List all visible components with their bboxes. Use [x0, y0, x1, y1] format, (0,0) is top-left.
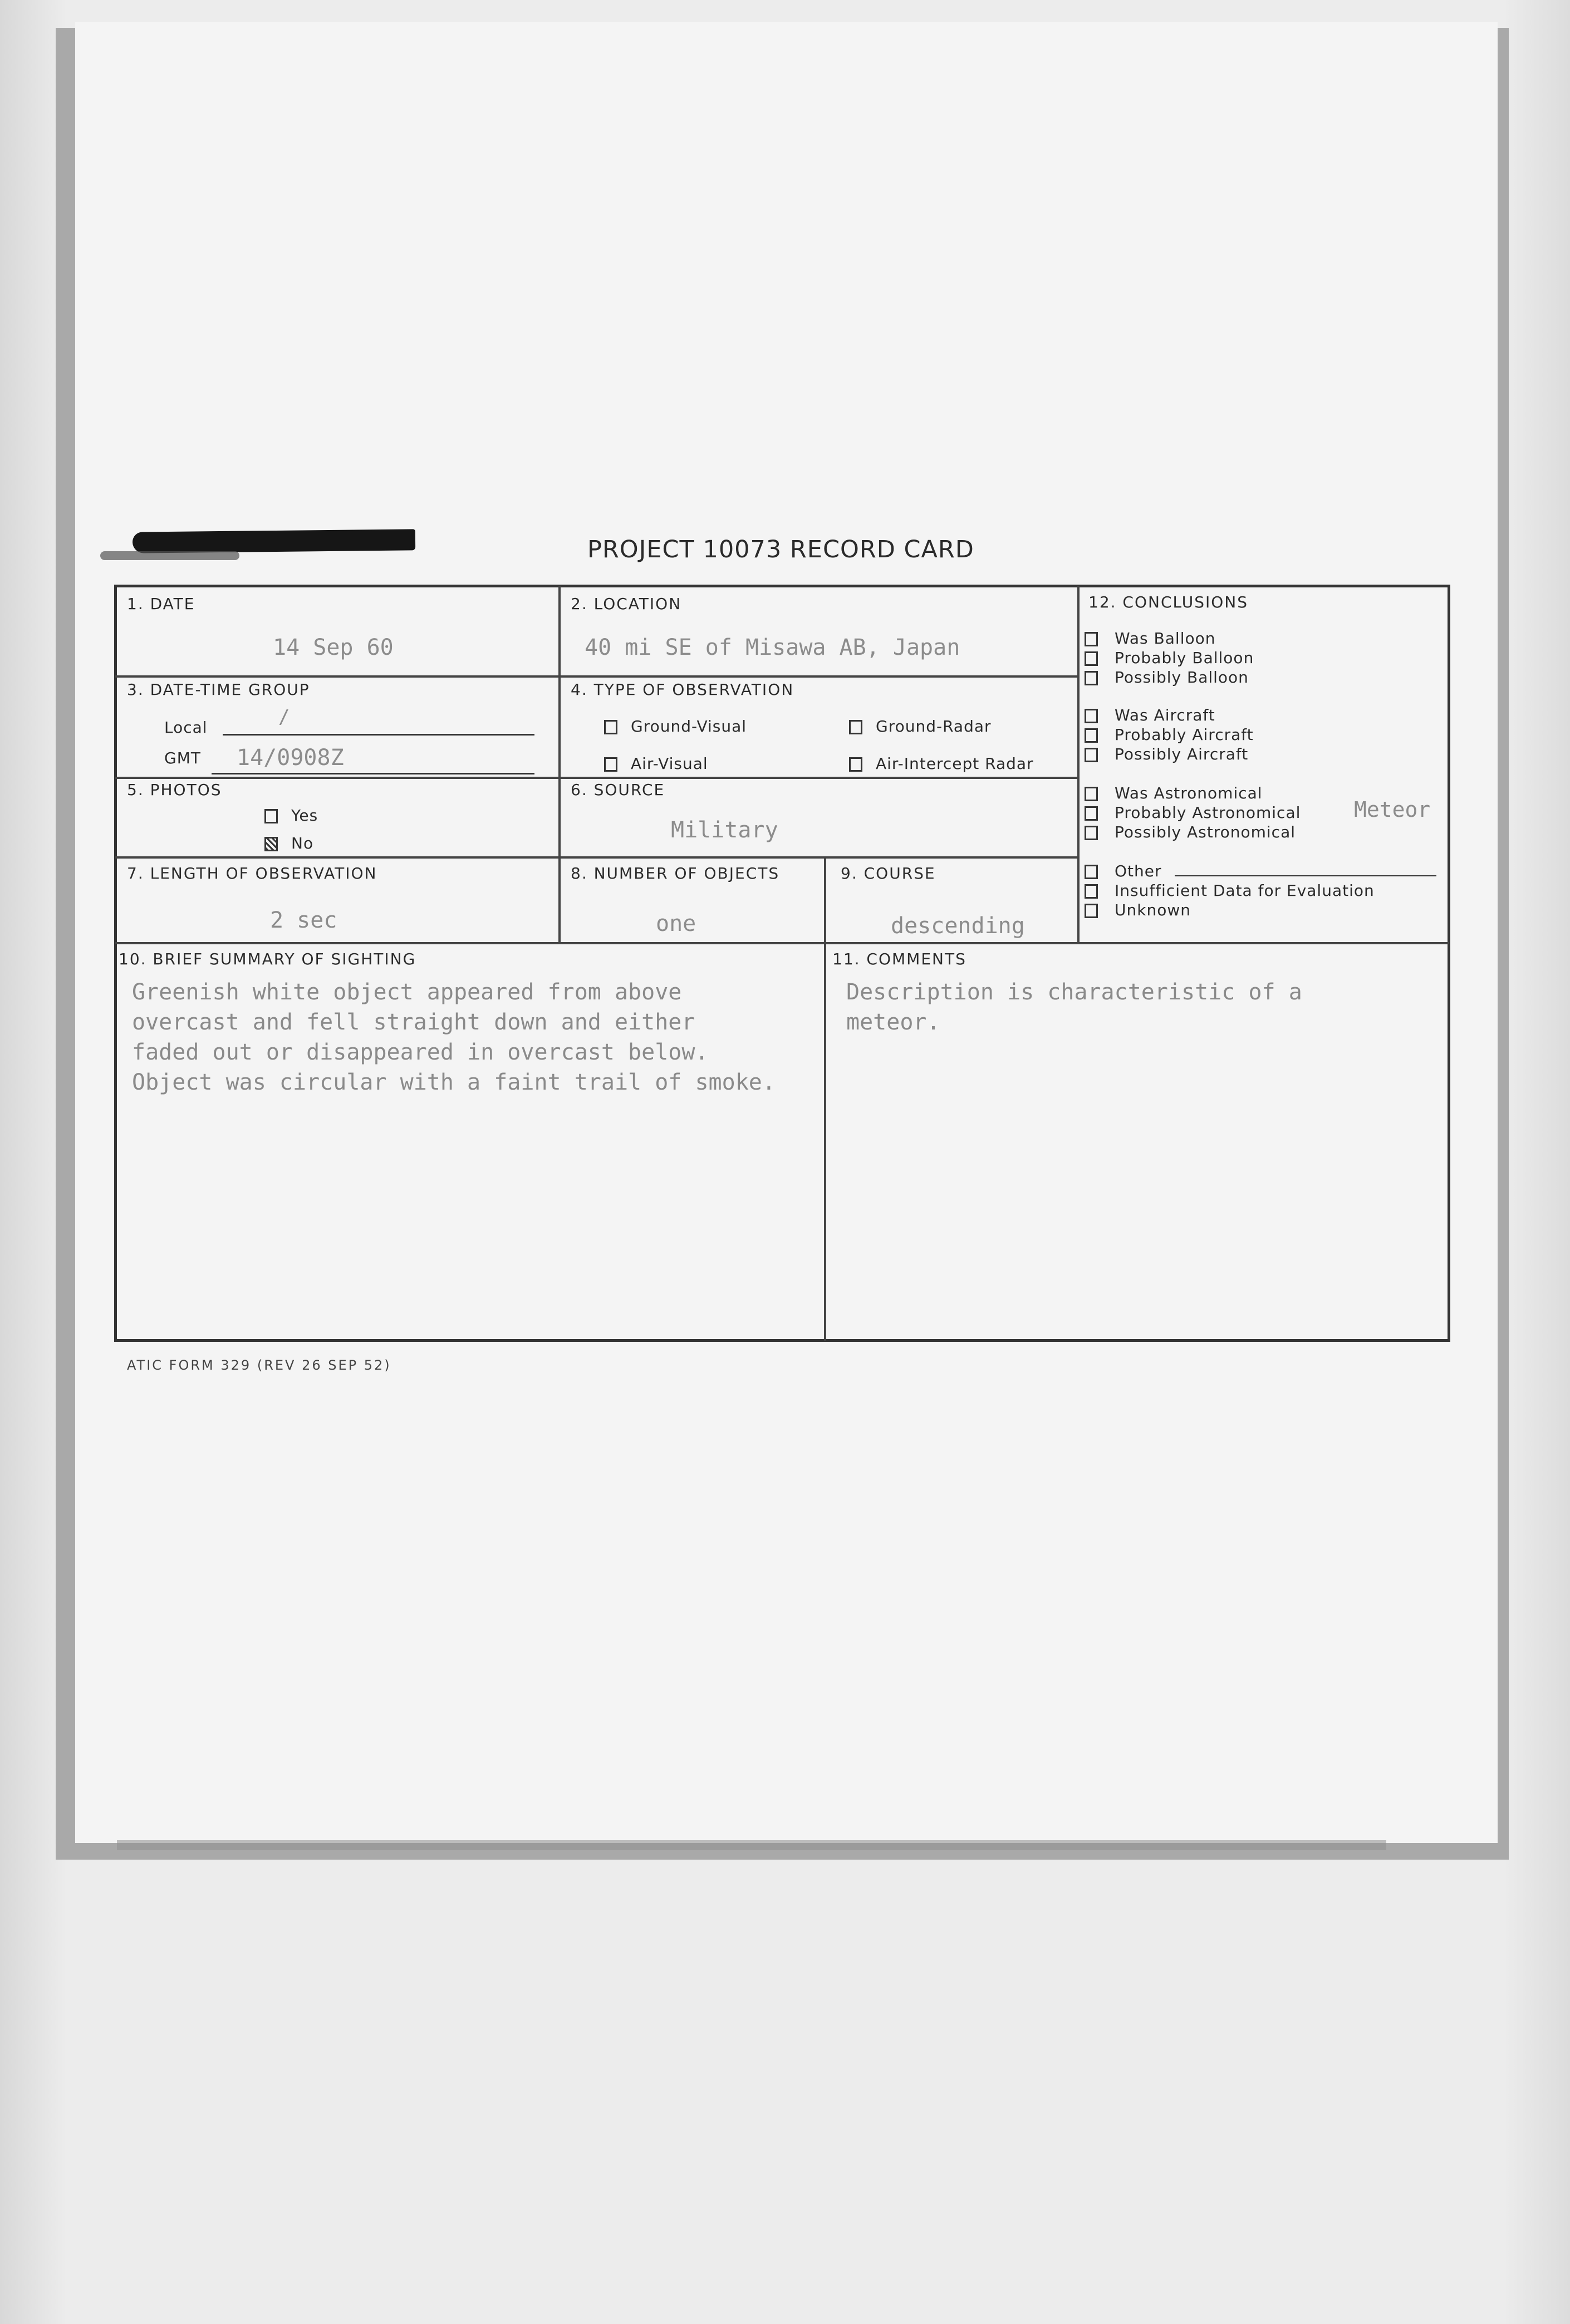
checkbox-icon: [1085, 632, 1098, 646]
type-of-observation-label: 4. TYPE OF OBSERVATION: [571, 680, 794, 699]
conclusion-possibly-aircraft[interactable]: [1085, 745, 1248, 763]
checkbox-icon: [264, 809, 278, 823]
redaction-mark: [133, 529, 415, 553]
conclusion-label: Probably Balloon: [1115, 649, 1254, 667]
option-photos-no[interactable]: [264, 834, 313, 852]
divider-v1: [558, 586, 561, 944]
length-of-observation-label: 7. LENGTH OF OBSERVATION: [127, 864, 377, 882]
other-field-line: [1175, 875, 1436, 876]
checkbox-icon: [1085, 826, 1098, 840]
divider-h4: [115, 942, 1449, 944]
checkbox-icon: [604, 720, 617, 734]
checkbox-icon: [1085, 748, 1098, 762]
brief-summary-text: Greenish white object appeared from above overcast and fell straight down and either faded out or disappeared in overcast below. Object was circular with a faint trail of smoke.: [132, 979, 776, 1095]
divider-h3: [115, 856, 1078, 859]
option-label: No: [291, 834, 314, 852]
checkbox-icon: [1085, 865, 1098, 879]
form-identifier: ATIC FORM 329 (REV 26 SEP 52): [127, 1357, 391, 1373]
sheet-bottom-edge: [117, 1840, 1386, 1850]
option-label: Ground-Radar: [876, 717, 992, 736]
date-label: 1. DATE: [127, 595, 195, 613]
comments-text: Description is characteristic of a meteor.: [846, 979, 1302, 1035]
conclusion-label: Unknown: [1115, 901, 1191, 919]
option-ground-radar[interactable]: [849, 717, 992, 736]
conclusion-label: Possibly Astronomical: [1115, 823, 1296, 841]
conclusion-probably-aircraft[interactable]: [1085, 725, 1254, 744]
option-label: Air-Visual: [631, 754, 708, 773]
course-value: descending: [891, 913, 1025, 939]
conclusion-label: Probably Astronomical: [1115, 803, 1301, 822]
checkbox-icon: [1085, 884, 1098, 899]
checkbox-icon: [1085, 728, 1098, 743]
checkbox-icon: [849, 757, 862, 772]
card-title: PROJECT 10073 RECORD CARD: [587, 536, 974, 563]
conclusion-probably-balloon[interactable]: [1085, 649, 1254, 667]
conclusion-label: Probably Aircraft: [1115, 725, 1254, 744]
option-photos-yes[interactable]: [264, 806, 318, 825]
conclusion-label: Was Aircraft: [1115, 706, 1215, 724]
checkbox-icon: [1085, 806, 1098, 821]
source-value: Military: [671, 817, 778, 843]
divider-h1: [115, 675, 1078, 678]
conclusion-was-aircraft[interactable]: [1085, 706, 1215, 724]
photos-label: 5. PHOTOS: [127, 781, 222, 799]
option-air-intercept-radar[interactable]: [849, 754, 1034, 773]
conclusion-unknown[interactable]: [1085, 901, 1191, 919]
date-value: 14 Sep 60: [273, 635, 394, 660]
redaction-smudge: [100, 551, 239, 560]
local-value: /: [278, 706, 290, 728]
conclusion-label: Possibly Balloon: [1115, 668, 1249, 687]
conclusion-label: Was Balloon: [1115, 629, 1216, 648]
conclusion-insufficient-data[interactable]: [1085, 881, 1375, 900]
conclusion-possibly-balloon[interactable]: [1085, 668, 1249, 687]
option-air-visual[interactable]: [604, 754, 708, 773]
source-label: 6. SOURCE: [571, 781, 665, 799]
divider-v3: [824, 857, 826, 1341]
local-label: Local: [164, 718, 208, 737]
conclusion-label: Was Astronomical: [1115, 784, 1263, 802]
length-of-observation-value: 2 sec: [270, 908, 337, 933]
checkbox-icon: [1085, 904, 1098, 918]
conclusion-label: Other: [1115, 862, 1162, 880]
comments-label: 11. COMMENTS: [832, 950, 966, 968]
conclusion-was-balloon[interactable]: [1085, 629, 1215, 648]
checkbox-icon: [604, 757, 617, 772]
checkbox-icon: [1085, 787, 1098, 801]
checkbox-icon: [849, 720, 862, 734]
checkbox-checked-icon: [264, 837, 278, 851]
local-field-line: [223, 734, 534, 736]
option-label: Ground-Visual: [631, 717, 747, 736]
divider-h2: [115, 777, 1078, 779]
location-value: 40 mi SE of Misawa AB, Japan: [585, 635, 960, 660]
number-of-objects-value: one: [656, 911, 696, 937]
checkbox-icon: [1085, 709, 1098, 723]
astronomical-note: Meteor: [1354, 797, 1431, 822]
conclusion-probably-astronomical[interactable]: [1085, 803, 1301, 822]
number-of-objects-label: 8. NUMBER OF OBJECTS: [571, 864, 780, 882]
conclusions-label: 12. CONCLUSIONS: [1088, 593, 1249, 611]
conclusion-possibly-astronomical[interactable]: [1085, 823, 1296, 841]
option-label: Yes: [291, 806, 318, 825]
conclusion-label: Possibly Aircraft: [1115, 745, 1249, 763]
option-ground-visual[interactable]: [604, 717, 747, 736]
brief-summary-label: 10. BRIEF SUMMARY OF SIGHTING: [119, 950, 416, 968]
gmt-value: 14/0908Z: [237, 745, 344, 771]
location-label: 2. LOCATION: [571, 595, 682, 613]
conclusion-label: Insufficient Data for Evaluation: [1115, 881, 1375, 900]
conclusion-other[interactable]: [1085, 862, 1162, 880]
date-time-group-label: 3. DATE-TIME GROUP: [127, 680, 310, 699]
divider-v2: [1077, 586, 1080, 944]
gmt-label: GMT: [164, 749, 201, 767]
gmt-field-line: [212, 773, 534, 774]
checkbox-icon: [1085, 651, 1098, 666]
checkbox-icon: [1085, 671, 1098, 685]
course-label: 9. COURSE: [841, 864, 936, 882]
conclusion-was-astronomical[interactable]: [1085, 784, 1263, 802]
option-label: Air-Intercept Radar: [876, 754, 1034, 773]
